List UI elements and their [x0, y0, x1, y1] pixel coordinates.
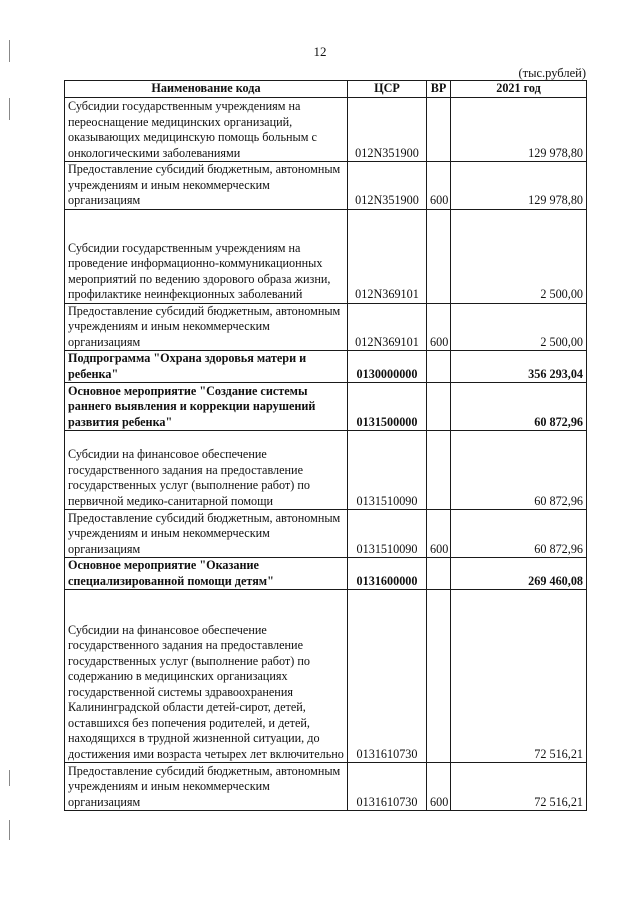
table-row — [65, 763, 587, 811]
table-row — [65, 383, 587, 431]
row-amount-cell: 269 460,08 — [451, 558, 587, 590]
table-row — [65, 558, 587, 590]
header-name: Наименование кода — [65, 81, 348, 98]
table-row — [65, 431, 587, 510]
row-name-cell: Основное мероприятие "Оказание специализированной помощи детям" — [65, 558, 348, 590]
row-code-cell: 0131600000 — [348, 558, 427, 590]
row-vr-cell: 600 — [427, 510, 451, 558]
row-name-cell: Подпрограмма "Охрана здоровья матери и ребенка" — [65, 351, 348, 383]
row-amount-cell: 2 500,00 — [451, 209, 587, 303]
row-amount-cell: 60 872,96 — [451, 431, 587, 510]
table-row — [65, 510, 587, 558]
row-name-cell: Субсидии на финансовое обеспечение государственного задания на предоставление государственных услуг (выполнение работ) по содержанию в медицинских организациях государственной системы здравоохранения Калининградской области детей-сирот, детей, оставшихся без попечения родителей, и детей, находящихся в трудной жизненной ситуации, до достижения ими возраста четырех лет включительно — [65, 590, 348, 763]
row-amount-cell: 60 872,96 — [451, 510, 587, 558]
units-label: (тыс.рублей) — [518, 66, 586, 80]
row-code-cell: 012N351900 — [348, 98, 427, 162]
row-code-cell: 012N369101 — [348, 303, 427, 351]
row-amount-cell: 72 516,21 — [451, 763, 587, 811]
row-amount-cell: 129 978,80 — [451, 162, 587, 210]
scan-edge-mark — [9, 820, 10, 840]
budget-table — [64, 80, 587, 811]
row-amount-cell: 2 500,00 — [451, 303, 587, 351]
row-vr-cell — [427, 209, 451, 303]
table-row — [65, 162, 587, 210]
row-code-cell: 012N351900 — [348, 162, 427, 210]
scan-edge-mark — [9, 770, 10, 786]
row-vr-cell — [427, 383, 451, 431]
row-name-cell: Предоставление субсидий бюджетным, автономным учреждениям и иным некоммерческим организациям — [65, 763, 348, 811]
row-code-cell: 012N369101 — [348, 209, 427, 303]
row-vr-cell — [427, 558, 451, 590]
row-name-cell: Субсидии на финансовое обеспечение государственного задания на предоставление государственных услуг (выполнение работ) по первичной медико-санитарной помощи — [65, 431, 348, 510]
table-row — [65, 98, 587, 162]
row-vr-cell — [427, 351, 451, 383]
row-vr-cell — [427, 590, 451, 763]
table-row — [65, 590, 587, 763]
header-vr: ВР — [427, 81, 451, 98]
row-name-cell: Основное мероприятие "Создание системы раннего выявления и коррекции нарушений развития ребенка" — [65, 383, 348, 431]
header-amount: 2021 год — [451, 81, 587, 98]
row-name-cell: Предоставление субсидий бюджетным, автономным учреждениям и иным некоммерческим организациям — [65, 162, 348, 210]
row-amount-cell: 129 978,80 — [451, 98, 587, 162]
row-code-cell: 0131510090 — [348, 431, 427, 510]
row-name-cell: Субсидии государственным учреждениям на переоснащение медицинских организаций, оказывающих медицинскую помощь больным с онкологическими заболеваниями — [65, 98, 348, 162]
row-amount-cell: 356 293,04 — [451, 351, 587, 383]
row-vr-cell: 600 — [427, 303, 451, 351]
row-vr-cell — [427, 431, 451, 510]
row-vr-cell: 600 — [427, 162, 451, 210]
scan-edge-mark — [9, 98, 10, 120]
row-code-cell: 0131610730 — [348, 763, 427, 811]
row-vr-cell: 600 — [427, 763, 451, 811]
header-code: ЦСР — [348, 81, 427, 98]
row-code-cell: 0131500000 — [348, 383, 427, 431]
row-code-cell: 0131610730 — [348, 590, 427, 763]
row-vr-cell — [427, 98, 451, 162]
table-row — [65, 209, 587, 303]
row-code-cell: 0131510090 — [348, 510, 427, 558]
table-header-row — [65, 81, 587, 98]
row-name-cell: Субсидии государственным учреждениям на проведение информационно-коммуникационных мероприятий по ведению здорового образа жизни, профилактике неинфекционных заболеваний — [65, 209, 348, 303]
row-name-cell: Предоставление субсидий бюджетным, автономным учреждениям и иным некоммерческим организациям — [65, 510, 348, 558]
row-name-cell: Предоставление субсидий бюджетным, автономным учреждениям и иным некоммерческим организациям — [65, 303, 348, 351]
row-amount-cell: 60 872,96 — [451, 383, 587, 431]
row-amount-cell: 72 516,21 — [451, 590, 587, 763]
page-number: 12 — [313, 44, 327, 59]
row-code-cell: 0130000000 — [348, 351, 427, 383]
table-row — [65, 351, 587, 383]
table-row — [65, 303, 587, 351]
